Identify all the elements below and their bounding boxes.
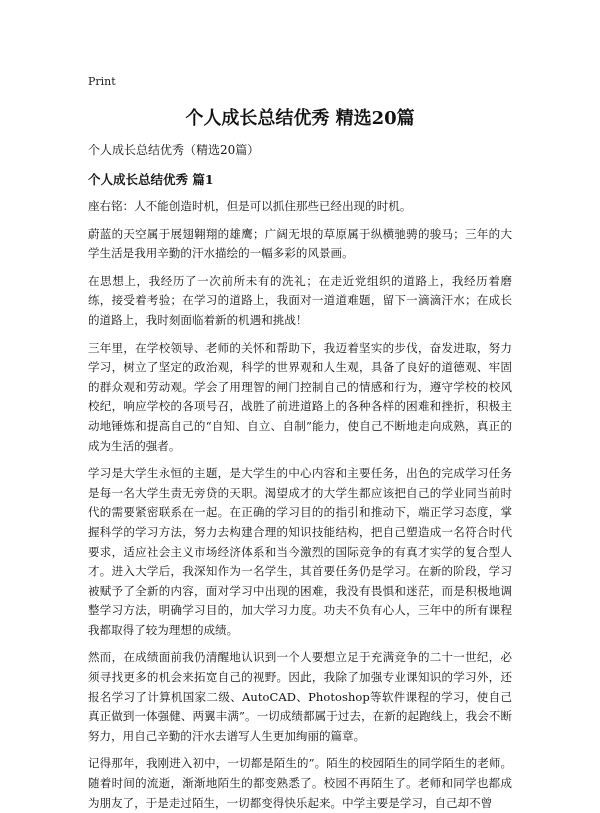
paragraph-study: 学习是大学生永恒的主题，是大学生的中心内容和主要任务，出色的完成学习任务是每一名大学生责无旁贷的天职。渴望成才的大学生都应该把自己的学业同当前时代的需要紧密联系在一起。在正确的学习目的的指引和推动下，端正学习态度，掌握科学的学习方法，努力去构建合理的知识技能结构，把自己塑造成一名符合时代要求，适应社会主义市场经济体系和当今激烈的国际竞争的有真才实学的复合型人才。进入大学后，我深知作为一名学生，其首要任务仍是学习。在新的阶段，学习被赋予了全新的内容，面对学习中出现的困难，我没有畏惧和迷茫，而是积极地调整学习方法，明确学习目的，加大学习力度。功夫不负有心人，三年中的所有课程我都取得了较为理想的成绩。: [88, 466, 512, 637]
paragraph-motto: 座右铭：人不能创造时机，但是可以抓住那些已经出现的时机。: [88, 199, 412, 213]
paragraph-thoughts: 在思想上，我经历了一次前所未有的洗礼；在走近党组织的道路上，我经历着磨练，接受着考验；在学习的道路上，我面对一道道难题，留下一滴滴汗水；在成长的道路上，我时刻面临着新的机遇和挑战！: [88, 273, 512, 327]
paragraph-intro: 蔚蓝的天空属于展翅翱翔的雄鹰；广阔无垠的草原属于纵横驰骋的骏马；三年的大学生活是我用辛勤的汗水描绘的一幅多彩的风景画。: [88, 226, 512, 261]
section-heading: 个人成长总结优秀 篇1: [88, 172, 214, 187]
document-title: 个人成长总结优秀 精选20篇: [185, 108, 415, 129]
print-link[interactable]: Print: [88, 75, 116, 88]
paragraph-skills: 然而，在成绩面前我仍清醒地认识到一个人要想立足于充满竞争的二十一世纪，必须寻找更多的机会来拓宽自己的视野。因此，我除了加强专业课知识的学习外，还报名学习了计算机国家二级、AutoCAD、Photoshop等软件课程的学习，使自己真正做到一体强健、两翼丰满”。一切成绩都属于过去，在新的起跑线上，我会不断努力，用自己辛勤的汗水去谱写人生更加绚丽的篇章。: [88, 650, 512, 743]
paragraph-three-years: 三年里，在学校领导、老师的关怀和帮助下，我迈着坚实的步伐，奋发进取，努力学习，树立了坚定的政治观，科学的世界观和人生观，具备了良好的道德观、牢固的群众观和劳动观。学会了用理智的闸门控制自己的情感和行为，遵守学校的校风校纪，响应学校的各项号召，战胜了前进道路上的各种各样的困难和挫折，积极主动地锤炼和提高自己的“自知、自立、自制”能力，使自己不断地走向成熟，真正的成为生活的强者。: [88, 340, 512, 453]
document-body: [88, 107, 512, 810]
paragraph-memory: 记得那年，我刚进入初中，一切都是陌生的”。陌生的校园陌生的同学陌生的老师。随着时间的流逝，渐渐地陌生的都变熟悉了。校园不再陌生了。老师和同学也都成为朋友了，于是走过陌生，一切都变得快乐起来。中学主要是学习，自己却不曾: [88, 756, 512, 810]
document-subtitle: 个人成长总结优秀（精选20篇）: [88, 143, 260, 157]
